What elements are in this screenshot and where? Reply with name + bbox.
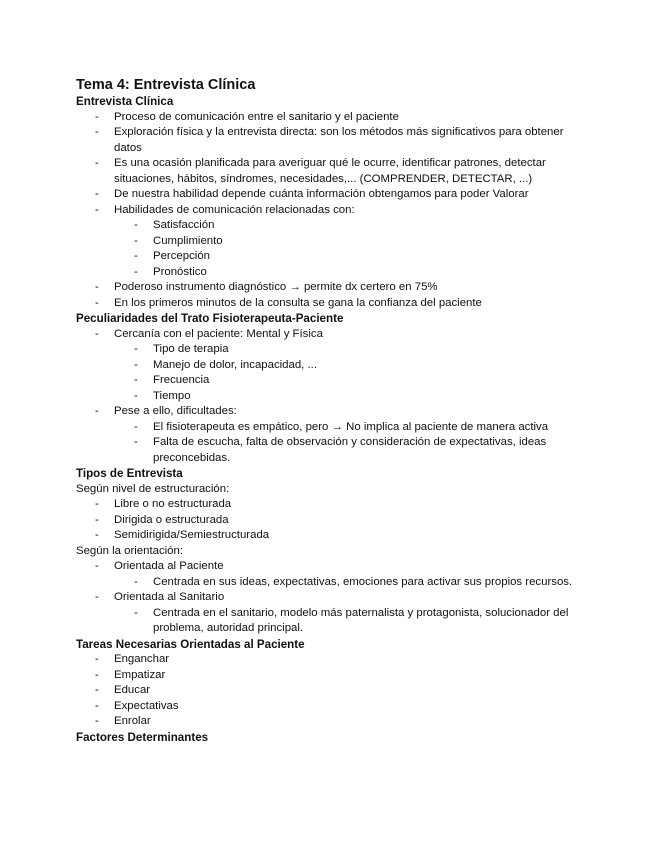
document-page [76, 77, 576, 745]
paragraph: Según nivel de estructuración: [76, 482, 230, 495]
sub-list-item: - El fisioterapeuta es empático, pero → No implica al paciente de manera activa [114, 420, 576, 436]
list-item: - Dirigida o estructurada [76, 513, 576, 529]
list-item [76, 559, 576, 590]
sub-list-item: - Percepción [114, 249, 576, 265]
bullet-list [76, 110, 576, 312]
list-item: - Exploración física y la entrevista directa: son los métodos más significativos para obtener datos [76, 125, 576, 156]
section-heading-entrevista-clinica: Entrevista Clínica [76, 95, 174, 108]
list-item-text: Cercanía con el paciente: Mental y Física [114, 327, 323, 340]
list-item: - Enganchar [76, 652, 576, 668]
list-item: - Educar [76, 683, 576, 699]
paragraph: Según la orientación: [76, 544, 184, 557]
list-item: - Empatizar [76, 668, 576, 684]
list-item-text: Pese a ello, dificultades: [114, 405, 237, 417]
list-item: - En los primeros minutos de la consulta se gana la confianza del paciente [76, 296, 576, 312]
section-heading-factores-determinantes: Factores Determinantes [76, 730, 209, 744]
list-item [76, 404, 576, 466]
sub-list-item: - Satisfacción [114, 218, 576, 234]
sub-list-item: - Manejo de dolor, incapacidad, ... [114, 358, 576, 374]
section-heading-tipos-de-entrevista: Tipos de Entrevista [76, 467, 183, 480]
bullet-list [76, 497, 576, 544]
bullet-list [76, 327, 576, 467]
sub-list [114, 342, 576, 404]
list-item [76, 590, 576, 637]
sub-list-item: - Frecuencia [114, 373, 576, 389]
list-item: - De nuestra habilidad depende cuánta información obtengamos para poder Valorar [76, 187, 576, 203]
list-item-text: Habilidades de comunicación relacionadas con: [114, 203, 355, 216]
list-item: - Es una ocasión planificada para averiguar qué le ocurre, identificar patrones, detectar situaciones, hábitos, síndromes, necesidades,... (COMPRENDER, DETECTAR, ...) [76, 156, 576, 187]
list-item: - Enrolar [76, 714, 576, 730]
list-item [76, 327, 576, 405]
list-item: - Semidirigida/Semiestructurada [76, 528, 576, 544]
document-title: Tema 4: Entrevista Clínica [76, 77, 256, 93]
bullet-list [76, 559, 576, 637]
list-item-text: Orientada al Sanitario [114, 591, 225, 603]
sub-list-item: - Cumplimiento [114, 234, 576, 250]
sub-list-item: - Tiempo [114, 389, 576, 405]
bullet-list [76, 652, 576, 730]
list-item-text: Orientada al Paciente [114, 560, 224, 572]
list-item: - Poderoso instrumento diagnóstico → permite dx certero en 75% [76, 280, 576, 296]
list-item: - Proceso de comunicación entre el sanitario y el paciente [76, 110, 576, 126]
sub-list-item: - Tipo de terapia [114, 342, 576, 358]
sub-list-item: - Falta de escucha, falta de observación y consideración de expectativas, ideas preconcebidas. [114, 435, 576, 466]
sub-list [114, 218, 576, 280]
sub-list [114, 575, 576, 591]
list-item: - Libre o no estructurada [76, 497, 576, 513]
list-item: - Expectativas [76, 699, 576, 715]
section-heading-peculiaridades: Peculiaridades del Trato Fisioterapeuta-Paciente [76, 312, 344, 325]
sub-list-item: - Centrada en sus ideas, expectativas, emociones para activar sus propios recursos. [114, 575, 576, 591]
list-item [76, 203, 576, 281]
sub-list-item: - Centrada en el sanitario, modelo más paternalista y protagonista, solucionador del problema, autoridad principal. [114, 606, 576, 637]
sub-list [114, 420, 576, 467]
sub-list [114, 606, 576, 637]
section-heading-tareas-necesarias: Tareas Necesarias Orientadas al Paciente [76, 637, 305, 651]
sub-list-item: - Pronóstico [114, 265, 576, 281]
